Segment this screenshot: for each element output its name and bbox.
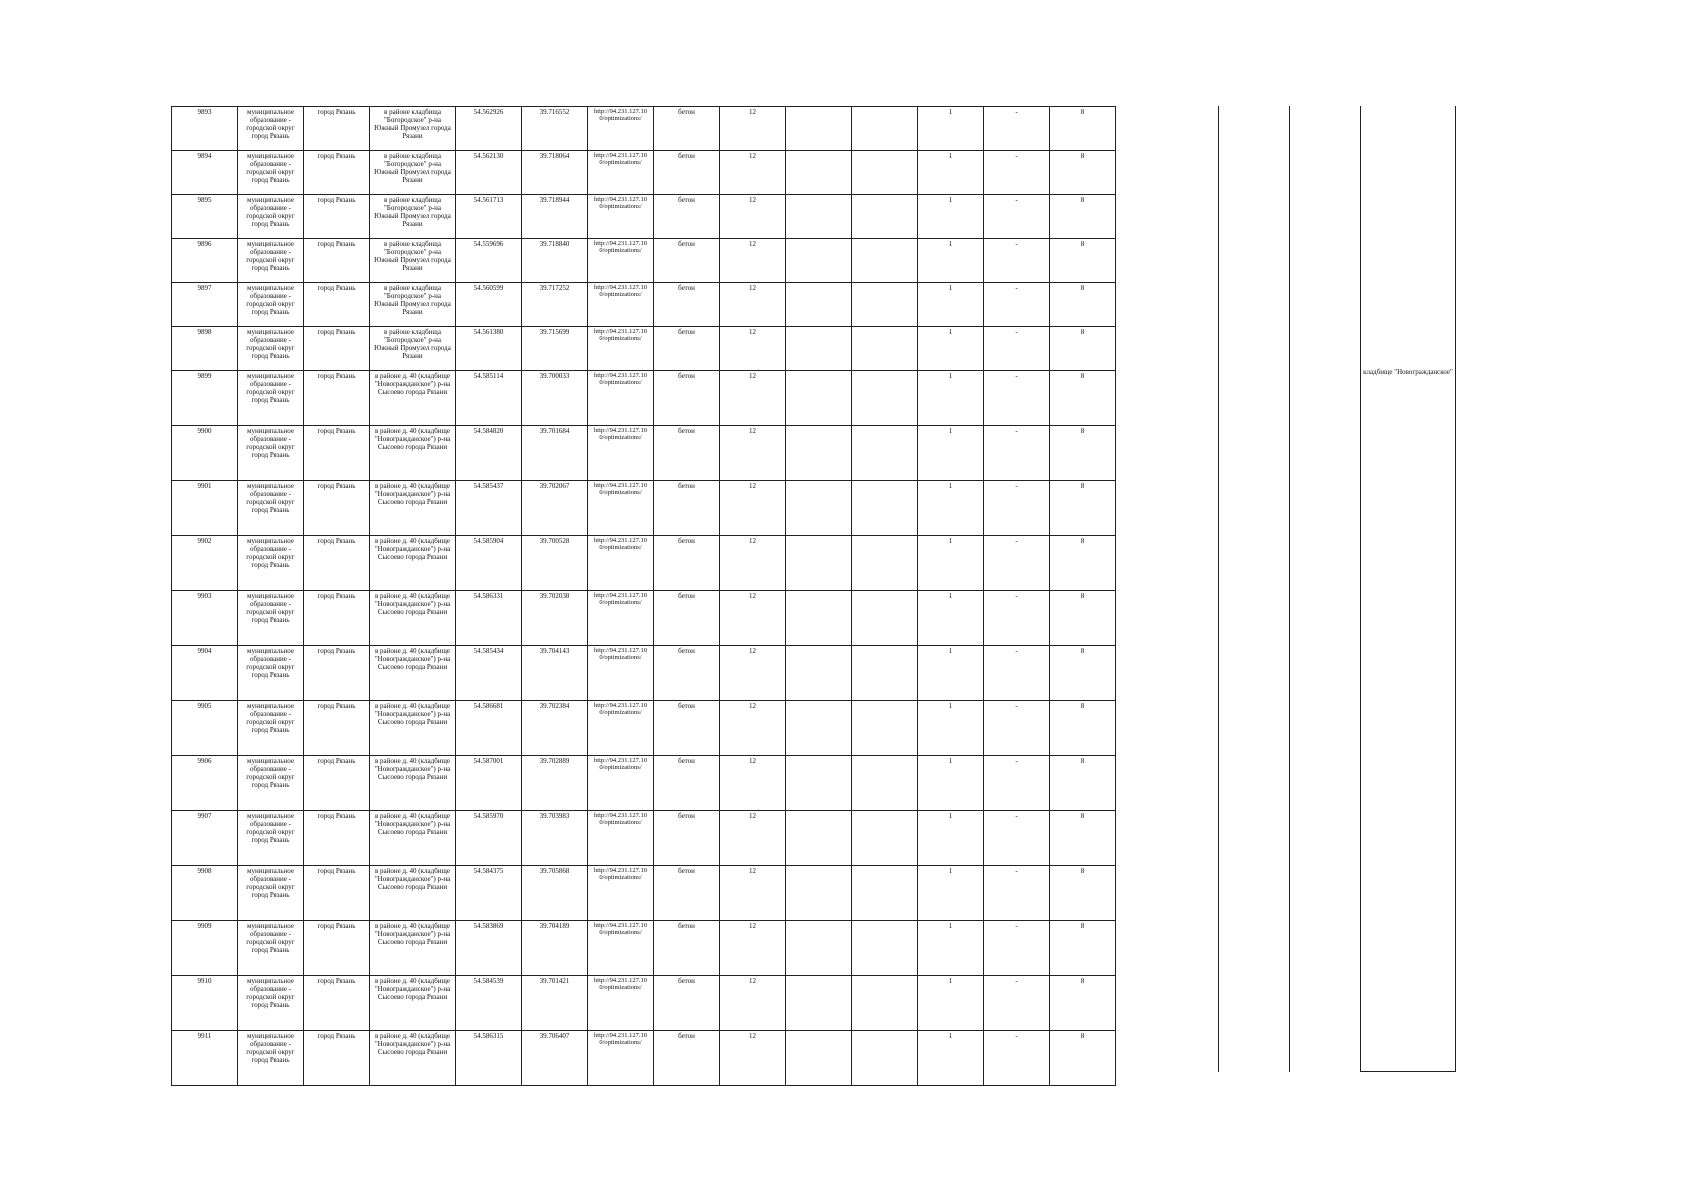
cell-material: бетон [654,1031,720,1086]
cell-count: 12 [720,756,786,811]
cell-municipality: муниципальное образование - городской округ город Рязань [238,646,304,701]
cell-empty [852,327,918,371]
cell-city: город Рязань [304,371,370,426]
cell-empty [786,107,852,151]
cell-longitude: 39.717252 [522,283,588,327]
cell-url: http://94.231.127.10 0/optimizations/ [588,107,654,151]
table-row [172,756,1116,811]
right-column-note: кладбище "Новогражданское" [1363,368,1453,376]
cell-latitude: 54.586331 [456,591,522,646]
cell-city: город Рязань [304,1031,370,1086]
cell-city: город Рязань [304,921,370,976]
cell-empty [852,756,918,811]
column-divider [1289,106,1290,1072]
cell-address: в районе кладбища "Богородское" р-на Южный Промузел города Рязани [370,151,456,195]
cell-one: 1 [918,481,984,536]
cell-empty [852,151,918,195]
cell-city: город Рязань [304,811,370,866]
cell-one: 1 [918,239,984,283]
cell-url: http://94.231.127.10 0/optimizations/ [588,591,654,646]
table-row [172,371,1116,426]
cell-one: 1 [918,426,984,481]
cell-count: 12 [720,107,786,151]
cell-number: 9910 [172,976,238,1031]
cell-number: 9909 [172,921,238,976]
cell-eight: 8 [1050,1031,1116,1086]
cell-one: 1 [918,701,984,756]
cell-address: в районе кладбища "Богородское" р-на Южный Промузел города Рязани [370,107,456,151]
cell-dash: - [984,426,1050,481]
table-row [172,921,1116,976]
cell-count: 12 [720,701,786,756]
cell-empty [852,107,918,151]
cell-dash: - [984,1031,1050,1086]
cell-number: 9903 [172,591,238,646]
cell-latitude: 54.559696 [456,239,522,283]
cell-city: город Рязань [304,283,370,327]
cell-empty [852,426,918,481]
cell-latitude: 54.584375 [456,866,522,921]
cell-latitude: 54.584820 [456,426,522,481]
cell-count: 12 [720,283,786,327]
cell-eight: 8 [1050,239,1116,283]
cell-city: город Рязань [304,701,370,756]
cell-empty [786,239,852,283]
cell-dash: - [984,756,1050,811]
cell-municipality: муниципальное образование - городской округ город Рязань [238,283,304,327]
table-row [172,976,1116,1031]
cell-empty [786,536,852,591]
cell-longitude: 39.702384 [522,701,588,756]
cell-municipality: муниципальное образование - городской округ город Рязань [238,151,304,195]
cell-count: 12 [720,536,786,591]
cell-address: в районе д. 40 (кладбище "Новогражданское") р-на Сысоево города Рязани [370,866,456,921]
cell-latitude: 54.586315 [456,1031,522,1086]
table-row [172,283,1116,327]
cell-eight: 8 [1050,481,1116,536]
cell-count: 12 [720,646,786,701]
cell-empty [786,811,852,866]
cell-latitude: 54.585114 [456,371,522,426]
cell-count: 12 [720,921,786,976]
cell-url: http://94.231.127.10 0/optimizations/ [588,283,654,327]
cell-empty [852,195,918,239]
table-row [172,536,1116,591]
cell-municipality: муниципальное образование - городской округ город Рязань [238,756,304,811]
cell-empty [786,921,852,976]
cell-url: http://94.231.127.10 0/optimizations/ [588,866,654,921]
table-row [172,481,1116,536]
cell-address: в районе кладбища "Богородское" р-на Южный Промузел города Рязани [370,239,456,283]
cell-number: 9895 [172,195,238,239]
cell-url: http://94.231.127.10 0/optimizations/ [588,1031,654,1086]
cell-longitude: 39.701421 [522,976,588,1031]
table-row [172,591,1116,646]
cell-longitude: 39.716552 [522,107,588,151]
cell-count: 12 [720,481,786,536]
cell-eight: 8 [1050,646,1116,701]
cell-url: http://94.231.127.10 0/optimizations/ [588,151,654,195]
cell-count: 12 [720,811,786,866]
table-row [172,866,1116,921]
cell-city: город Рязань [304,151,370,195]
cell-city: город Рязань [304,195,370,239]
cell-empty [852,1031,918,1086]
cell-one: 1 [918,536,984,591]
cell-latitude: 54.585437 [456,481,522,536]
cell-empty [852,239,918,283]
cell-dash: - [984,481,1050,536]
cell-empty [852,701,918,756]
cell-number: 9906 [172,756,238,811]
cell-eight: 8 [1050,811,1116,866]
cell-latitude: 54.561713 [456,195,522,239]
cell-empty [786,646,852,701]
cell-address: в районе д. 40 (кладбище "Новогражданское") р-на Сысоево города Рязани [370,1031,456,1086]
cell-empty [852,591,918,646]
cell-city: город Рязань [304,536,370,591]
cell-longitude: 39.702067 [522,481,588,536]
cell-one: 1 [918,1031,984,1086]
cell-number: 9901 [172,481,238,536]
cell-material: бетон [654,756,720,811]
cell-count: 12 [720,1031,786,1086]
cell-latitude: 54.585970 [456,811,522,866]
cell-longitude: 39.700033 [522,371,588,426]
cell-latitude: 54.586681 [456,701,522,756]
cell-dash: - [984,866,1050,921]
cell-one: 1 [918,195,984,239]
cell-one: 1 [918,646,984,701]
cell-material: бетон [654,536,720,591]
cell-one: 1 [918,371,984,426]
cell-empty [852,283,918,327]
cell-empty [786,701,852,756]
cell-eight: 8 [1050,921,1116,976]
right-column-box [1360,106,1456,1072]
cell-longitude: 39.702889 [522,756,588,811]
cell-material: бетон [654,976,720,1031]
cell-eight: 8 [1050,591,1116,646]
cell-material: бетон [654,151,720,195]
cell-municipality: муниципальное образование - городской округ город Рязань [238,239,304,283]
cell-empty [786,756,852,811]
cell-one: 1 [918,327,984,371]
cell-url: http://94.231.127.10 0/optimizations/ [588,756,654,811]
cell-dash: - [984,701,1050,756]
cell-address: в районе д. 40 (кладбище "Новогражданское") р-на Сысоево города Рязани [370,976,456,1031]
cell-one: 1 [918,976,984,1031]
cell-count: 12 [720,151,786,195]
cell-material: бетон [654,107,720,151]
cell-url: http://94.231.127.10 0/optimizations/ [588,327,654,371]
cell-city: город Рязань [304,976,370,1031]
cell-material: бетон [654,701,720,756]
cell-empty [786,151,852,195]
cell-one: 1 [918,151,984,195]
cell-address: в районе д. 40 (кладбище "Новогражданское") р-на Сысоево города Рязани [370,646,456,701]
cell-material: бетон [654,811,720,866]
cell-count: 12 [720,426,786,481]
cell-material: бетон [654,591,720,646]
cell-address: в районе кладбища "Богородское" р-на Южный Промузел города Рязани [370,195,456,239]
cell-count: 12 [720,976,786,1031]
cell-address: в районе д. 40 (кладбище "Новогражданское") р-на Сысоево города Рязани [370,371,456,426]
cell-count: 12 [720,371,786,426]
cell-municipality: муниципальное образование - городской округ город Рязань [238,195,304,239]
cell-address: в районе д. 40 (кладбище "Новогражданское") р-на Сысоево города Рязани [370,921,456,976]
cell-material: бетон [654,646,720,701]
cell-url: http://94.231.127.10 0/optimizations/ [588,371,654,426]
cell-city: город Рязань [304,327,370,371]
cell-city: город Рязань [304,107,370,151]
cell-number: 9907 [172,811,238,866]
cell-dash: - [984,976,1050,1031]
cell-count: 12 [720,591,786,646]
cell-number: 9894 [172,151,238,195]
cell-latitude: 54.585904 [456,536,522,591]
cell-municipality: муниципальное образование - городской округ город Рязань [238,701,304,756]
table-row [172,811,1116,866]
cell-dash: - [984,239,1050,283]
cell-count: 12 [720,195,786,239]
cell-number: 9898 [172,327,238,371]
cell-latitude: 54.585434 [456,646,522,701]
cell-longitude: 39.704189 [522,921,588,976]
cell-eight: 8 [1050,756,1116,811]
cell-material: бетон [654,866,720,921]
cell-empty [786,866,852,921]
cell-dash: - [984,591,1050,646]
table-row [172,646,1116,701]
table-row [172,701,1116,756]
cell-material: бетон [654,239,720,283]
cell-address: в районе д. 40 (кладбище "Новогражданское") р-на Сысоево города Рязани [370,481,456,536]
cell-address: в районе д. 40 (кладбище "Новогражданское") р-на Сысоево города Рязани [370,811,456,866]
cell-number: 9900 [172,426,238,481]
cell-municipality: муниципальное образование - городской округ город Рязань [238,811,304,866]
cell-longitude: 39.703983 [522,811,588,866]
cell-empty [786,481,852,536]
cell-empty [786,1031,852,1086]
registry-table [171,106,1116,1086]
table-row [172,426,1116,481]
cell-address: в районе д. 40 (кладбище "Новогражданское") р-на Сысоево города Рязани [370,536,456,591]
cell-empty [852,646,918,701]
cell-number: 9893 [172,107,238,151]
cell-url: http://94.231.127.10 0/optimizations/ [588,426,654,481]
cell-empty [852,536,918,591]
cell-one: 1 [918,283,984,327]
cell-longitude: 39.718840 [522,239,588,283]
cell-latitude: 54.562926 [456,107,522,151]
cell-number: 9899 [172,371,238,426]
cell-latitude: 54.583869 [456,921,522,976]
cell-material: бетон [654,283,720,327]
cell-dash: - [984,811,1050,866]
cell-url: http://94.231.127.10 0/optimizations/ [588,811,654,866]
cell-municipality: муниципальное образование - городской округ город Рязань [238,327,304,371]
cell-url: http://94.231.127.10 0/optimizations/ [588,701,654,756]
cell-longitude: 39.718944 [522,195,588,239]
cell-dash: - [984,151,1050,195]
cell-longitude: 39.701684 [522,426,588,481]
cell-material: бетон [654,426,720,481]
cell-count: 12 [720,327,786,371]
cell-empty [852,811,918,866]
cell-city: город Рязань [304,591,370,646]
cell-municipality: муниципальное образование - городской округ город Рязань [238,107,304,151]
column-divider [1218,106,1219,1072]
cell-dash: - [984,371,1050,426]
cell-longitude: 39.706407 [522,1031,588,1086]
table-row [172,1031,1116,1086]
cell-dash: - [984,646,1050,701]
cell-longitude: 39.700528 [522,536,588,591]
cell-municipality: муниципальное образование - городской округ город Рязань [238,426,304,481]
cell-city: город Рязань [304,756,370,811]
cell-url: http://94.231.127.10 0/optimizations/ [588,536,654,591]
cell-eight: 8 [1050,536,1116,591]
cell-municipality: муниципальное образование - городской округ город Рязань [238,1031,304,1086]
cell-empty [852,921,918,976]
cell-one: 1 [918,107,984,151]
cell-address: в районе кладбища "Богородское" р-на Южный Промузел города Рязани [370,327,456,371]
table-row [172,151,1116,195]
cell-empty [786,327,852,371]
table-row [172,107,1116,151]
cell-material: бетон [654,371,720,426]
cell-one: 1 [918,921,984,976]
cell-eight: 8 [1050,976,1116,1031]
cell-municipality: муниципальное образование - городской округ город Рязань [238,921,304,976]
cell-city: город Рязань [304,426,370,481]
cell-url: http://94.231.127.10 0/optimizations/ [588,921,654,976]
cell-number: 9897 [172,283,238,327]
cell-empty [852,371,918,426]
cell-eight: 8 [1050,107,1116,151]
cell-empty [786,976,852,1031]
cell-dash: - [984,283,1050,327]
cell-eight: 8 [1050,327,1116,371]
cell-latitude: 54.560599 [456,283,522,327]
cell-empty [786,283,852,327]
cell-url: http://94.231.127.10 0/optimizations/ [588,481,654,536]
cell-municipality: муниципальное образование - городской округ город Рязань [238,866,304,921]
cell-empty [786,426,852,481]
cell-count: 12 [720,866,786,921]
table-body [172,107,1116,1086]
table-row [172,239,1116,283]
table-row [172,327,1116,371]
cell-empty [786,591,852,646]
cell-municipality: муниципальное образование - городской округ город Рязань [238,371,304,426]
registry-table-container [171,106,1116,1086]
cell-eight: 8 [1050,701,1116,756]
cell-latitude: 54.587001 [456,756,522,811]
cell-url: http://94.231.127.10 0/optimizations/ [588,646,654,701]
cell-longitude: 39.705868 [522,866,588,921]
cell-empty [852,976,918,1031]
cell-latitude: 54.561380 [456,327,522,371]
cell-eight: 8 [1050,866,1116,921]
cell-one: 1 [918,591,984,646]
cell-municipality: муниципальное образование - городской округ город Рязань [238,536,304,591]
cell-address: в районе д. 40 (кладбище "Новогражданское") р-на Сысоево города Рязани [370,756,456,811]
cell-empty [852,481,918,536]
cell-city: город Рязань [304,646,370,701]
cell-longitude: 39.704143 [522,646,588,701]
cell-number: 9908 [172,866,238,921]
cell-eight: 8 [1050,426,1116,481]
cell-municipality: муниципальное образование - городской округ город Рязань [238,591,304,646]
cell-eight: 8 [1050,371,1116,426]
cell-dash: - [984,327,1050,371]
cell-dash: - [984,921,1050,976]
cell-url: http://94.231.127.10 0/optimizations/ [588,195,654,239]
cell-dash: - [984,107,1050,151]
cell-address: в районе д. 40 (кладбище "Новогражданское") р-на Сысоево города Рязани [370,701,456,756]
cell-municipality: муниципальное образование - городской округ город Рязань [238,481,304,536]
cell-address: в районе д. 40 (кладбище "Новогражданское") р-на Сысоево города Рязани [370,426,456,481]
cell-material: бетон [654,195,720,239]
cell-one: 1 [918,756,984,811]
cell-city: город Рязань [304,239,370,283]
cell-number: 9911 [172,1031,238,1086]
cell-dash: - [984,195,1050,239]
cell-number: 9902 [172,536,238,591]
cell-empty [852,866,918,921]
cell-empty [786,371,852,426]
cell-empty [786,195,852,239]
cell-one: 1 [918,811,984,866]
cell-material: бетон [654,327,720,371]
cell-material: бетон [654,481,720,536]
cell-city: город Рязань [304,866,370,921]
cell-latitude: 54.584539 [456,976,522,1031]
table-row [172,195,1116,239]
cell-dash: - [984,536,1050,591]
cell-longitude: 39.718064 [522,151,588,195]
cell-address: в районе д. 40 (кладбище "Новогражданское") р-на Сысоево города Рязани [370,591,456,646]
cell-number: 9904 [172,646,238,701]
cell-count: 12 [720,239,786,283]
cell-longitude: 39.715699 [522,327,588,371]
cell-longitude: 39.702038 [522,591,588,646]
cell-url: http://94.231.127.10 0/optimizations/ [588,239,654,283]
cell-eight: 8 [1050,151,1116,195]
cell-material: бетон [654,921,720,976]
cell-number: 9905 [172,701,238,756]
cell-eight: 8 [1050,283,1116,327]
cell-address: в районе кладбища "Богородское" р-на Южный Промузел города Рязани [370,283,456,327]
cell-eight: 8 [1050,195,1116,239]
cell-latitude: 54.562130 [456,151,522,195]
cell-municipality: муниципальное образование - городской округ город Рязань [238,976,304,1031]
cell-one: 1 [918,866,984,921]
cell-url: http://94.231.127.10 0/optimizations/ [588,976,654,1031]
cell-number: 9896 [172,239,238,283]
cell-city: город Рязань [304,481,370,536]
